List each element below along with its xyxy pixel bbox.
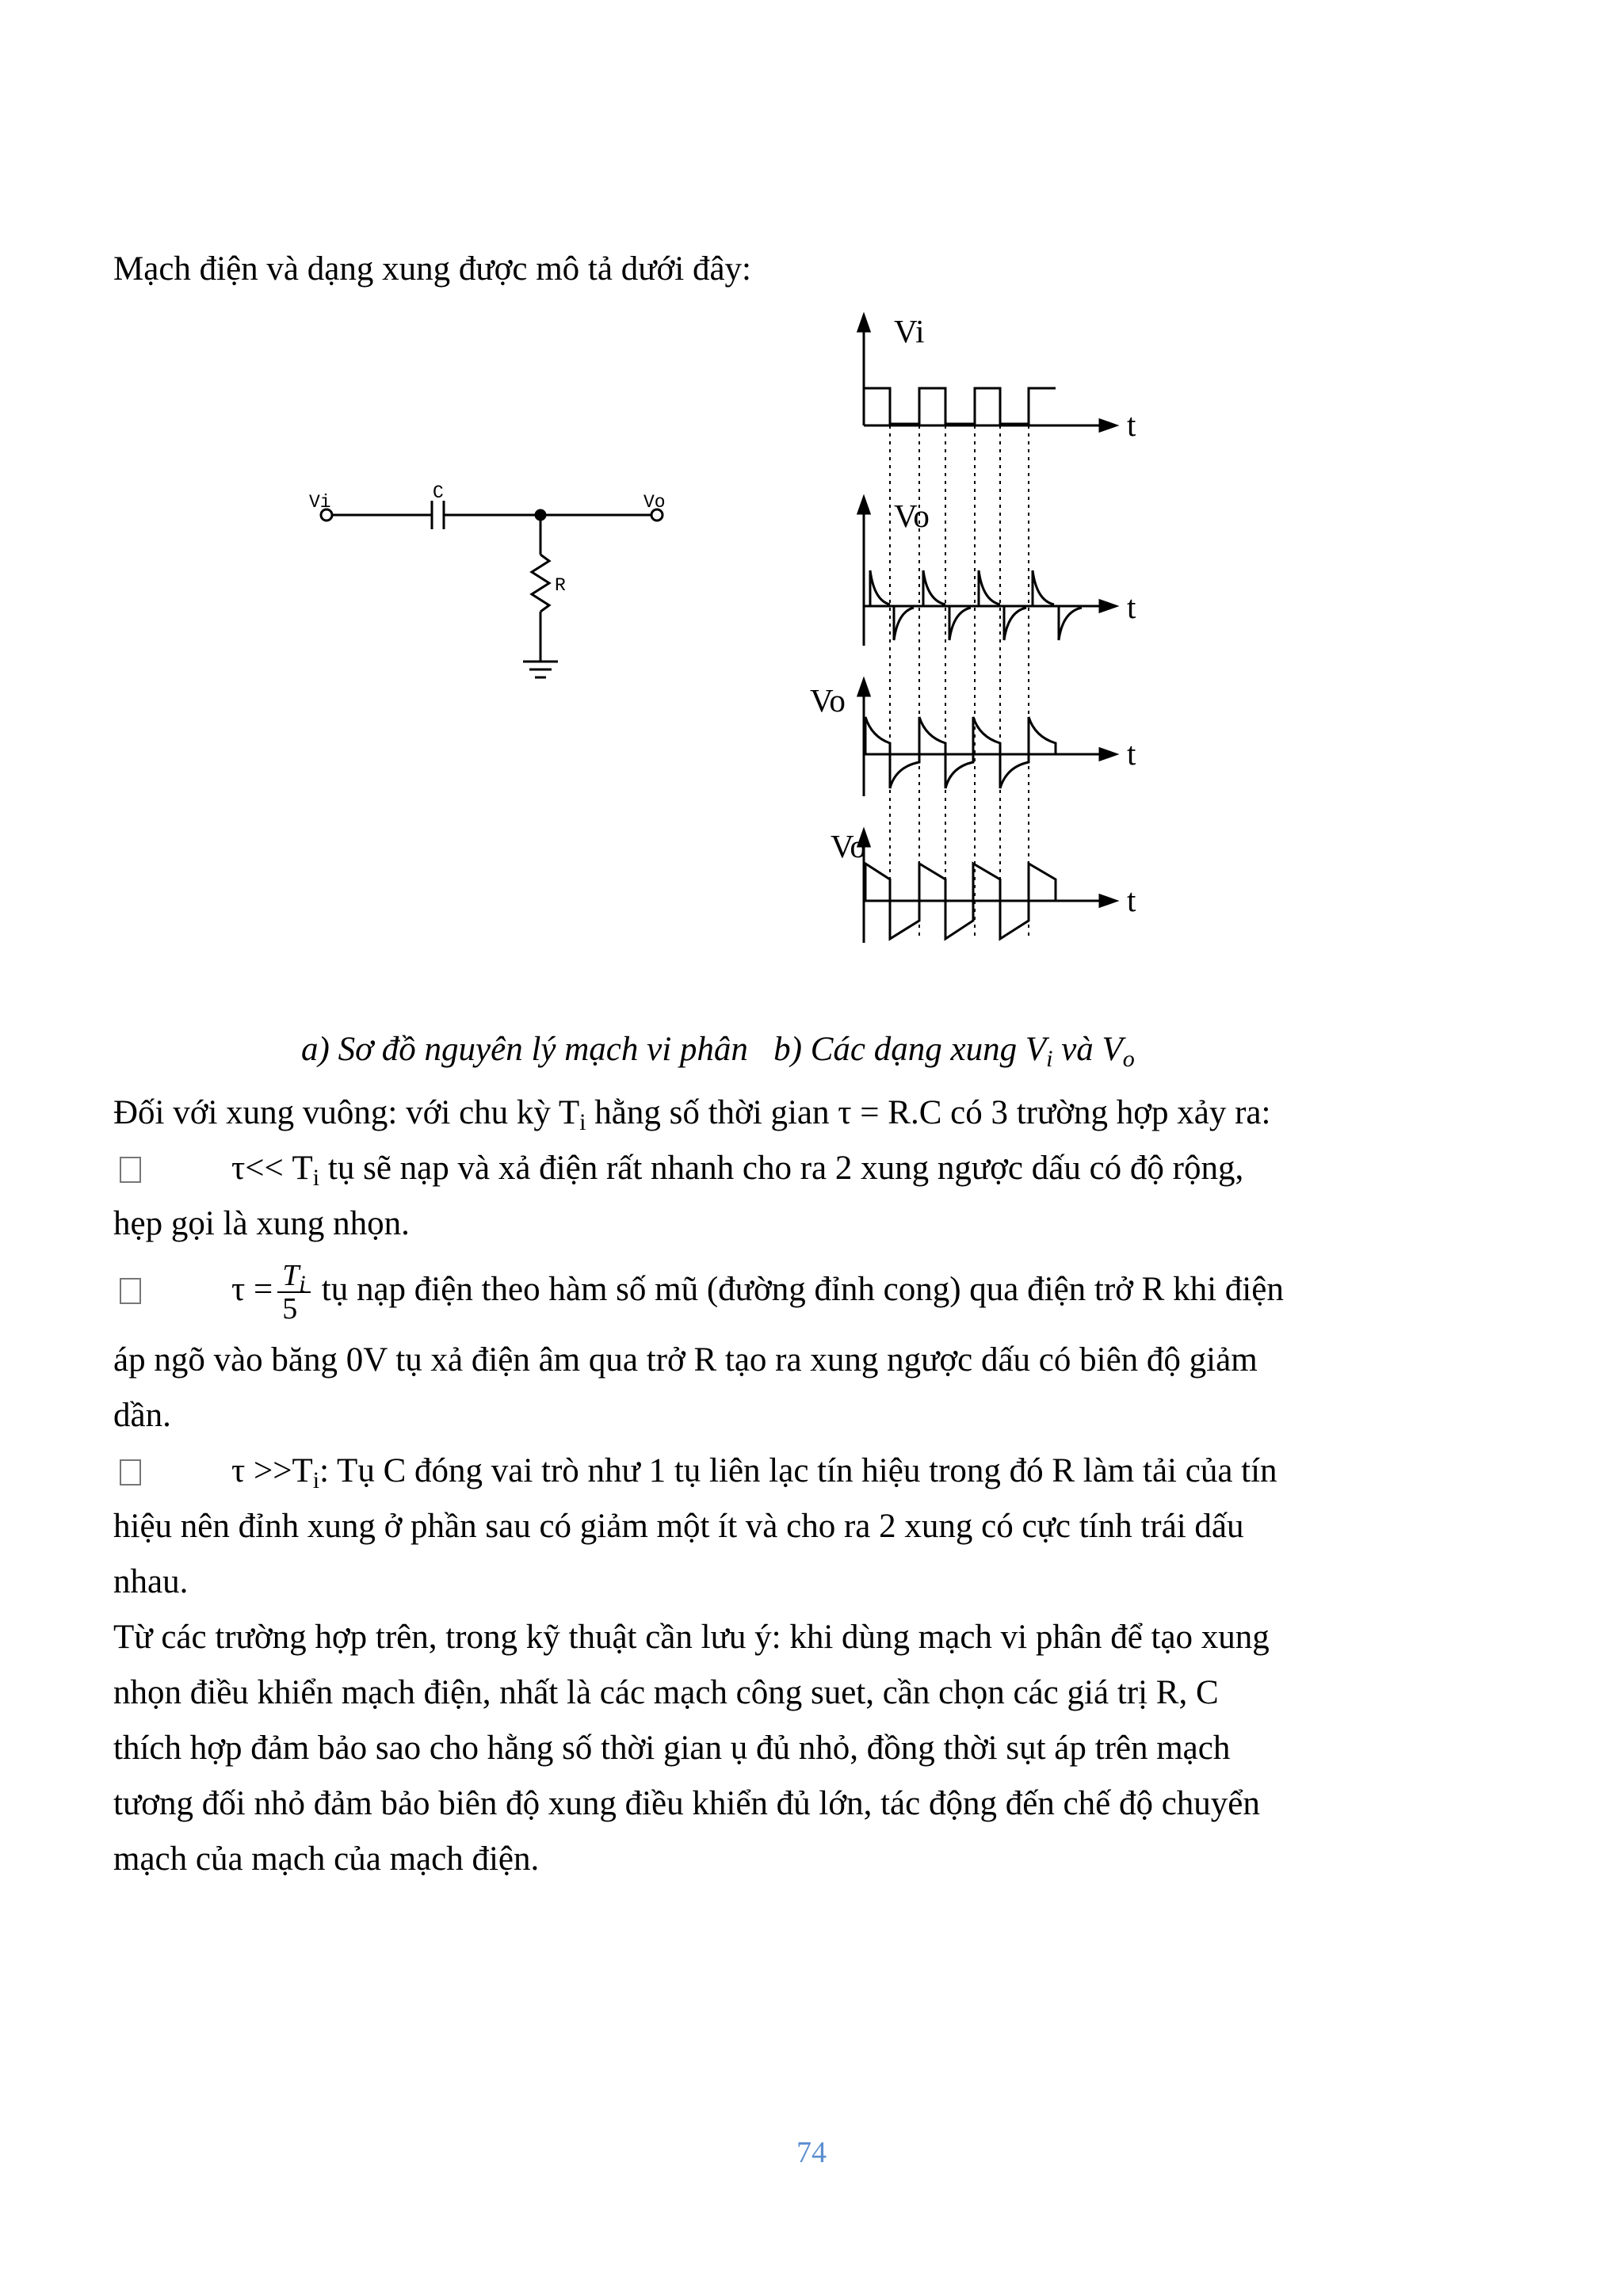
bullet-box-icon <box>120 1459 141 1486</box>
vo1-spike-pos-4 <box>1033 570 1054 606</box>
case2-text-a: τ = <box>231 1270 273 1308</box>
case3-text-d: nhau. <box>113 1563 189 1600</box>
final-paragraph-line-5 <box>113 1832 1404 1887</box>
caption-sub-o: o <box>1122 1046 1135 1072</box>
case1-sub: i <box>312 1165 320 1191</box>
fraction-numerator-sub: i <box>299 1271 306 1297</box>
vi-square-wave <box>864 388 1056 424</box>
final-text-3: thích hợp đảm bảo sao cho hằng số thời gian ụ đủ nhỏ, đồng thời sụt áp trên mạch <box>113 1730 1231 1767</box>
bullet-box-icon <box>120 1278 141 1304</box>
paragraph-square-pulse <box>113 1085 1404 1141</box>
vo1-axis-label: Vo <box>894 498 930 534</box>
vo3-axis-label: Vo <box>831 828 866 864</box>
caption-part-a: a) Sơ đồ nguyên lý mạch vi phân <box>301 1031 748 1068</box>
case-3-cont-2 <box>113 1554 1404 1610</box>
case-3-cont <box>113 1499 1404 1554</box>
final-paragraph-line-3 <box>113 1721 1404 1776</box>
vo2-axis-label: Vo <box>810 682 846 719</box>
vo1-spike-pos-2 <box>923 570 945 606</box>
vo-exponential-waveform-plot <box>858 680 1116 796</box>
resistor <box>532 555 549 612</box>
vi-t-label: t <box>1127 406 1136 443</box>
vo1-spike-neg-3 <box>1004 606 1026 640</box>
case-1-cont <box>113 1196 1404 1252</box>
circuit-diagram <box>321 501 663 677</box>
case-2 <box>113 1260 1404 1325</box>
vo1-spike-pos-1 <box>870 570 890 606</box>
circuit-c-label: C <box>433 482 444 503</box>
case2-text-c: áp ngõ vào băng 0V tụ xả điện âm qua trở R tạo ra xung ngược dấu có biên độ giảm <box>113 1341 1258 1379</box>
fraction-denominator: 5 <box>282 1292 298 1325</box>
final-text-1: Từ các trường hợp trên, trong kỹ thuật cần lưu ý: khi dùng mạch vi phân để tạo xung <box>113 1619 1270 1656</box>
case1-text-a: τ<< T <box>231 1150 313 1187</box>
final-text-4: tương đối nhỏ đảm bảo biên độ xung điều khiển đủ lớn, tác động đến chế độ chuyển <box>113 1785 1260 1822</box>
vi-x-arrow <box>1100 420 1116 431</box>
case3-text-a: τ >>T <box>231 1452 313 1489</box>
vo-tilt-waveform-plot <box>858 830 1116 943</box>
intro-text: Mạch điện và dạng xung được mô tả dưới đây: <box>113 250 751 288</box>
final-text-5: mạch của mạch của mạch điện. <box>113 1840 540 1878</box>
vo1-spike-neg-4 <box>1059 606 1082 640</box>
case-2-cont <box>113 1333 1404 1388</box>
case2-text-b: tụ nạp điện theo hàm số mũ (đường đỉnh cong) qua điện trở R khi điện <box>321 1270 1284 1308</box>
p1-text-b: hằng số thời gian τ = R.C có 3 trường hợp xảy ra: <box>586 1094 1271 1131</box>
body-text <box>113 1085 1404 1887</box>
case1-text-c: hẹp gọi là xung nhọn. <box>113 1205 410 1242</box>
case-3 <box>113 1444 1404 1499</box>
circuit-vi-label: Vi <box>309 492 331 513</box>
case1-text-b: tụ sẽ nạp và xả điện rất nhanh cho ra 2 xung ngược dấu có độ rộng, <box>319 1150 1244 1187</box>
vo2-t-label: t <box>1127 735 1136 772</box>
fraction-ti-over-5 <box>277 1260 310 1325</box>
circuit-r-label: R <box>555 575 566 596</box>
fraction-numerator: T <box>282 1259 300 1292</box>
p1-text-a: Đối với xung vuông: với chu kỳ T <box>113 1094 580 1131</box>
final-paragraph-line-4 <box>113 1776 1404 1832</box>
differentiator-figure <box>0 0 1623 1030</box>
vi-axis-label: Vi <box>894 313 925 349</box>
vo1-spike-neg-2 <box>949 606 971 640</box>
vo1-spike-pos-3 <box>979 570 1000 606</box>
caption-part-b-mid: và V <box>1052 1031 1123 1068</box>
page-number: 74 <box>796 2136 827 2169</box>
case3-sub: i <box>312 1467 320 1493</box>
caption-part-b: b) Các dạng xung V <box>773 1031 1047 1068</box>
vi-y-arrow <box>858 315 869 331</box>
case-2-cont-2 <box>113 1388 1404 1444</box>
caption-sub-i: i <box>1046 1046 1053 1072</box>
p1-sub: i <box>579 1109 586 1135</box>
vo2-exponential-wave <box>865 717 1056 788</box>
final-paragraph-line-1 <box>113 1610 1404 1665</box>
circuit-vo-label: Vo <box>643 492 666 513</box>
final-text-2: nhọn điều khiển mạch điện, nhất là các mạch công suet, cần chọn các giá trị R, C <box>113 1674 1219 1711</box>
case2-text-d: dần. <box>113 1397 171 1434</box>
case-1 <box>113 1141 1404 1196</box>
vo1-t-label: t <box>1127 589 1136 625</box>
vo1-spike-neg-1 <box>894 606 914 640</box>
case3-text-b: : Tụ C đóng vai trò như 1 tụ liên lạc tín hiệu trong đó R làm tải của tín <box>319 1452 1277 1489</box>
vo3-t-label: t <box>1127 882 1136 918</box>
figure-caption <box>301 1030 1135 1072</box>
bullet-box-icon <box>120 1157 141 1183</box>
final-paragraph-line-2 <box>113 1665 1404 1721</box>
case3-text-c: hiệu nên đỉnh xung ở phần sau có giảm một ít và cho ra 2 xung có cực tính trái dấu <box>113 1508 1244 1545</box>
